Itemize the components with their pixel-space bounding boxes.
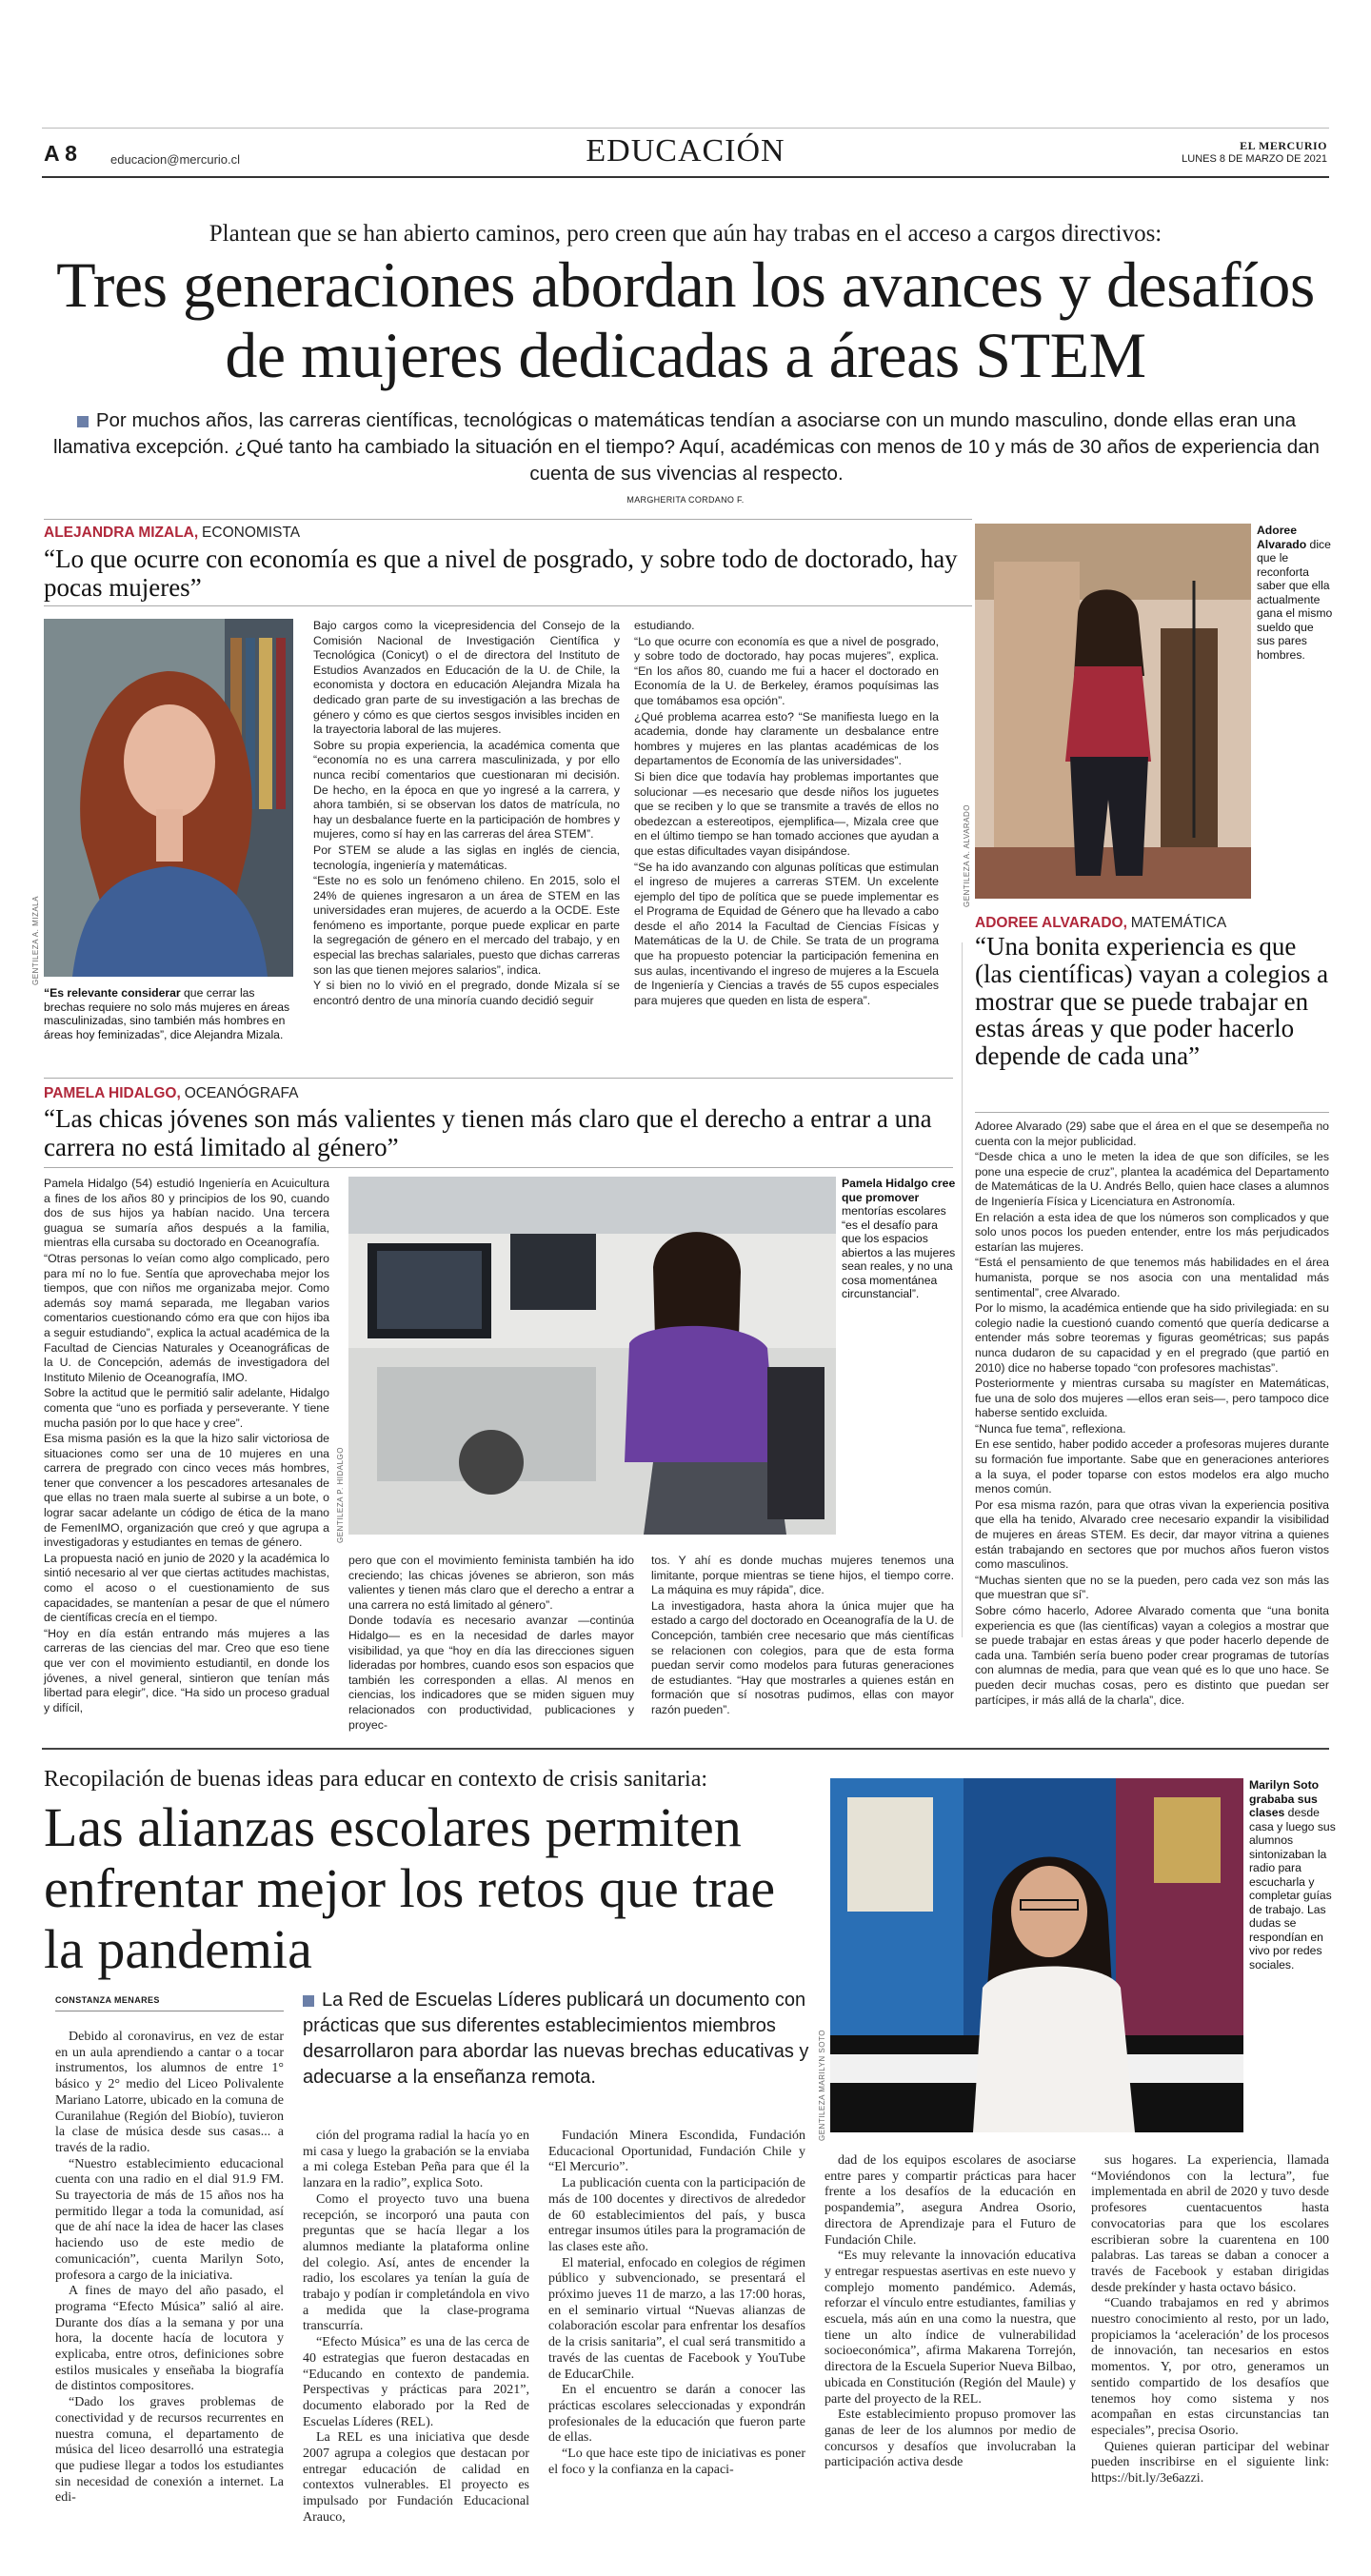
page-number: A 8: [44, 141, 77, 166]
article2-lead: [303, 1988, 817, 2091]
hidalgo-photo: [348, 1177, 836, 1535]
paragraph: “Este no es solo un fenómeno chileno. En 2015, solo el 24% de quienes ingresaron a un área de STEM en las universidades eran mujeres, de acuerdo a la OCDE. Este fenómeno es importante, porque puede explicar en parte la segregación de género en el mercado del trabajo, y en especial las brechas salariales, puesto que dichas carreras son las que tienen mejores salarios”, indica.: [313, 874, 620, 977]
paragraph: “Hoy en día están entrando más mujeres a las carreras de las ciencias del mar. Creo que eso tiene que ver con el movimiento estudiantil, en donde los jóvenes, a nivel general, sintieron que tenían más libertad para elegir”, dice. “Ha sido un proceso gradual y difícil,: [44, 1626, 329, 1714]
paragraph: Fundación Minera Escondida, Fundación Educacional Oportunidad, Fundación Chile y “El Mercurio”.: [548, 2129, 805, 2175]
alvarado-body: [975, 1120, 1329, 1709]
paragraph: estudiando.: [634, 619, 695, 632]
soto-caption-bold: Marilyn Soto grababa sus clases: [1249, 1778, 1320, 1819]
paragraph: “Nuestro establecimiento educacional cuenta con una radio en el dial 91.9 FM. Su trayectoria de más de 15 años nos ha permitido llegar a toda la comunidad, así que de ahí nace la idea de hacer las clases haciendo uso de este medio de comunicación”, cuenta Marilyn Soto, profesora a cargo de la iniciativa.: [55, 2156, 284, 2283]
paragraph: “Nunca fue tema”, reflexiona.: [975, 1421, 1126, 1436]
alvarado-caption-text: dice que le reconforta saber que ella actualmente gana el mismo sueldo que sus pares hombres.: [1257, 537, 1333, 662]
paragraph: La propuesta nació en junio de 2020 y la académica lo sintió necesario al ver que ciertas actitudes machistas, como el acoso o el cuestionamiento de sus capacidades, se mantenían a pesar de que el número de científicas crecía en el tiempo.: [44, 1551, 329, 1625]
paragraph: En el encuentro se darán a conocer las prácticas escolares seleccionadas y expondrán profesionales de la educación que fueron parte de ellas.: [548, 2383, 805, 2446]
paragraph: Por lo mismo, la académica entiende que ha sido privilegiada: en su colegio nadie la cuestionó cuando comentó que quería dedicarse a entender más sobre teoremas y figuras geométricas; sus papás nunca dudaron de su capacidad y en el pregrado (que partió en 2010) dice no haberse topado “con profesores machistas”.: [975, 1301, 1329, 1375]
paragraph: Bajo cargos como la vicepresidencia del Consejo de la Comisión Nacional de Investigación Científica y Tecnológica (Conicyt) o el de directora del Instituto de Estudios Avanzados en Educación de la U. de Chile, la economista y doctora en educación Alejandra Mizala ha dedicado gran parte de su investigación a las brechas de género y cómo es que ciertos sesgos invisibles inciden en la trayectoria laboral de las mujeres.: [313, 619, 620, 737]
alvarado-name: ADOREE ALVARADO,: [975, 915, 1127, 931]
paragraph: “Está el pensamiento de que tenemos más habilidades en el área humanista, porque se nos asocia con una mentalidad más sentimental”, cree Alvarado.: [975, 1256, 1329, 1299]
paragraph: El material, enfocado en colegios de régimen público y subvencionado, se presentará el próximo jueves 11 de marzo, a las 17:00 horas, en el seminario virtual “Nuevas alianzas de colaboración escolar para enfrentar los desafíos de la crisis sanitaria”, el cual será transmitido a través de las cuentas de Facebook y YouTube de EducarChile.: [548, 2255, 805, 2382]
paragraph: Esa misma pasión es la que la hizo salir victoriosa de situaciones como ser una de 10 mujeres en una carrera de pregrado con cinco veces más hombres, tener que convencer a los pescadores artesanales de que ellas no traen mala suerte al subirse a un bote, o lograr sacar adelante un código de ética de la mano de FemenIMO, organización que creó y que agrupa a investigadoras y estudiantes en temas de género.: [44, 1432, 329, 1550]
paragraph: Este establecimiento propuso promover las ganas de leer de los alumnos por medio de concursos y desafíos que involucraban la participación activa desde: [825, 2408, 1076, 2470]
alvarado-heading: [975, 915, 1226, 932]
paragraph: Pamela Hidalgo (54) estudió Ingeniería en Acuicultura a fines de los años 80 y principios de los 90, cuando dos de sus hijos ya habían nacido. Una tercera guagua se sumaría años después a la familia, mientras ella cursaba su doctorado en Oceanografía.: [44, 1177, 329, 1250]
paragraph: En ese sentido, haber podido acceder a profesoras mujeres durante su formación fue importante. Sabe que en generaciones anteriores a la suya, el poder toparse con estos modelos era algo mucho menos común.: [975, 1437, 1329, 1496]
mizala-caption: [44, 986, 293, 1041]
mizala-caption-text: que cerrar las brechas requiere no solo más mujeres en áreas masculinizadas, sino también más hombres en áreas hoy feminizadas”, dice Alejandra Mizala.: [44, 986, 290, 1041]
article2-kicker: Recopilación de buenas ideas para educar en contexto de crisis sanitaria:: [44, 1767, 708, 1792]
paragraph: Donde todavía es necesario avanzar —continúa Hidalgo— es en la necesidad de darles mayor visibilidad, ya que “hoy en día las direcciones siguen lideradas por hombres, cuando esos son espacios que también les corresponden a ellas. Al menos en ciencias, los indicadores que se miden siguen muy relacionados con productividad, publicaciones y proyec-: [348, 1614, 634, 1732]
paragraph: Posteriormente y mientras cursaba su magíster en Matemáticas, fue una de solo dos mujeres —ellos eran seis—, pero tampoco dice haberse sentido excluida.: [975, 1377, 1329, 1420]
paragraph: La publicación cuenta con la participación de más de 100 docentes y directivos de alrededor de 60 establecimientos del país, y busca entregar insumos útiles para la programación de las clases este año.: [548, 2176, 805, 2254]
alvarado-photo: [975, 524, 1251, 899]
paragraph: dad de los equipos escolares de asociarse entre pares y compartir prácticas para hacer frente a los desafíos de la educación en pospandemia”, asegura Andrea Osorio, directora de Aprendizaje para el Futuro de Fundación Chile.: [825, 2153, 1076, 2248]
hidalgo-role: OCEANÓGRAFA: [184, 1085, 299, 1101]
paragraph: “Lo que ocurre con economía es que a nivel de posgrado, y sobre todo de doctorado, hay pocas mujeres”, explica. “En los años 80, cuando me fui a hacer el doctorado en Economía de la U. de Berkeley, éramos poquísimas las que tomábamos esa opción”.: [634, 634, 939, 707]
mizala-photo-credit: GENTILEZA A. MIZALA: [31, 896, 40, 985]
alvarado-portrait-illustration: [975, 524, 1251, 899]
paragraph: Adoree Alvarado (29) sabe que el área en el que se desempeña no cuenta con la mejor publicidad.: [975, 1120, 1329, 1148]
lead-bullet: [77, 416, 89, 427]
mizala-body-col1: [313, 619, 620, 1009]
soto-portrait-illustration: [830, 1778, 1243, 2132]
hidalgo-name: PAMELA HIDALGO,: [44, 1085, 181, 1101]
paragraph: tos. Y ahí es donde muchas mujeres tenemos una limitante, porque mientras se tiene hijos, el tiempo corre. La máquina es muy rápida”, dice.: [651, 1554, 954, 1597]
paragraph: pero que con el movimiento feminista también ha ido creciendo; las chicas jóvenes se abrieron, son más valientes y tienen más claro que el derecho a entrar a una carrera no está limitado al género”.: [348, 1554, 634, 1612]
paragraph: “Desde chica a uno le meten la idea de que son difíciles, se les pone una especie de cruz”, plantea la académica del Departamento de Matemáticas de la U. Andrés Bello, quien hace clases a alumnos de Ingeniería Física y Licenciatura en Astronomía.: [975, 1150, 1329, 1208]
hidalgo-body-col2: [348, 1554, 634, 1734]
article2-body-col1: [55, 2030, 284, 2507]
article2-byline: CONSTANZA MENARES: [55, 1995, 160, 2005]
paragraph: Por STEM se alude a las siglas en inglés de ciencia, tecnología, ingeniería y matemáticas.: [313, 842, 620, 872]
paragraph: Sobre la actitud que le permitió salir adelante, Hidalgo comenta que “uno es porfiada y perseverante. Y tiene mucha pasión por lo que hace y cree”.: [44, 1386, 329, 1430]
hidalgo-photo-credit: GENTILEZA P. HIDALGO: [336, 1447, 345, 1543]
alvarado-caption-bold: Adoree Alvarado: [1257, 524, 1307, 551]
mizala-heading: [44, 525, 300, 542]
paragraph: La REL es una iniciativa que desde 2007 agrupa a colegios que destacan por entregar educación de calidad en contextos vulnerables. El proyecto es impulsado por Fundación Educacional Arauco,: [303, 2430, 529, 2525]
lead-bullet: [303, 1995, 314, 2007]
paragraph: Debido al coronavirus, en vez de estar en un aula aprendiendo a cantar o a tocar instrumentos, los alumnos de entre 1° básico y 2° medio del Liceo Polivalente Mariano Latorre, ubicado en la comuna de Curanilahue (Región del Biobío), tuvieron la clase de música desde sus casas... a través de la radio.: [55, 2030, 284, 2155]
hidalgo-heading: [44, 1085, 298, 1102]
paragraph: La investigadora, hasta ahora la única mujer que ha estado a cargo del doctorado en Oceanografía de la U. de Concepción, también cree necesario que más científicas se relacionen con colegios, para que de esta forma puedan servir como modelos para futuras generaciones de estudiantes. “Hay que mostrarles a quienes están en formación que sí nosotras pudimos, ellas con mayor razón pueden”.: [651, 1598, 954, 1716]
paragraph: “Dado los graves problemas de conectividad y de recursos recurrentes en nuestra comuna, el departamento de música del liceo desarrolló una estrategia que pudiese llegar a todos los estudiantes sin necesidad de conexión a internet. La edi-: [55, 2395, 284, 2506]
hidalgo-caption: [842, 1177, 956, 1301]
edition-date: LUNES 8 DE MARZO DE 2021: [1182, 153, 1327, 165]
article1-headline: Tres generaciones abordan los avances y desafíos de mujeres dedicadas a áreas STEM: [56, 248, 1315, 391]
paragraph: Sobre su propia experiencia, la académica comenta que “economía no es una carrera masculinizada, y por ello nunca recibí comentarios que cuestionaran mi decisión. De hecho, en la época en que yo ingresé a la carrera, y ahora también, si se observan los datos de matrícula, no hay un desbalance fuerte en la participación de hombres y mujeres, como sí hay en las carreras del área STEM”.: [313, 738, 620, 842]
hidalgo-quote: “Las chicas jóvenes son más valientes y tienen más claro que el derecho a entrar a una carrera no está limitado al género”: [44, 1104, 932, 1161]
article2-body-col2: [303, 2129, 529, 2526]
hidalgo-caption-bold: Pamela Hidalgo cree que promover: [842, 1177, 956, 1204]
mizala-quote: “Lo que ocurre con economía es que a nivel de posgrado, y sobre todo de doctorado, hay pocas mujeres”: [44, 545, 958, 602]
article2-body-col5: [1091, 2153, 1329, 2487]
alvarado-photo-credit: GENTILEZA A. ALVARADO: [963, 803, 971, 907]
paragraph: Si bien dice que todavía hay problemas importantes que solucionar —es necesario que desde niños los juguetes que se reciben y lo que se transmite a través de ellos no obedezcan a estereotipos, ejemplifica—, Mizala cree que en el último tiempo se han tomado acciones que ayudan a que estas dificultades vayan disipándose.: [634, 769, 939, 858]
article2-lead-text: La Red de Escuelas Líderes publicará un documento con prácticas que sus diferentes establecimientos miembros desarrollaron para abordar las nuevas brechas educativas y adecuarse a la enseñanza remota.: [303, 1990, 809, 2088]
section-email: educacion@mercurio.cl: [110, 152, 241, 167]
hidalgo-portrait-illustration: [348, 1177, 836, 1535]
article1-byline: MARGHERITA CORDANO F.: [626, 495, 745, 505]
article2-body-col3: [548, 2129, 805, 2478]
paragraph: A fines de mayo del año pasado, el programa “Efecto Música” salió al aire. Durante dos días a la semana y por una hora, la docente hacía de locutora y explicaba, entre otros, definiciones sobre estilos musicales y enseñaba la biografía de distintos compositores.: [55, 2284, 284, 2394]
alvarado-quote: “Una bonita experiencia es que (las científicas) vayan a colegios a mostrar que se puede trabajar en estas áreas y que poder hacerlo depende de cada una”: [975, 932, 1329, 1071]
article2-headline: Las alianzas escolares permiten enfrentar mejor los retos que trae la pandemia: [44, 1796, 776, 1980]
paragraph: Sobre cómo hacerlo, Adoree Alvarado comenta que “una bonita experiencia es que (las científicas) vayan a colegios a mostrar que se puede trabajar en estas áreas y que poder hacerlo depende de cada una. También sería bueno poder crear programas de tutorías con alumnas de media, para que vean qué es lo que uno hace. Se pueden decir muchas cosas, pero es distinto que puedan ser partícipes, ir más allá de la charla”, dice.: [975, 1604, 1329, 1707]
mizala-role: ECONOMISTA: [202, 525, 301, 541]
article1-lead-text: Por muchos años, las carreras científicas, tecnológicas o matemáticas tendían a asociarse con un mundo masculino, donde ellas eran una llamativa excepción. ¿Qué tanto ha cambiado la situación en el tiempo? Aquí, académicas con menos de 10 y más de 30 años de experiencia dan cuenta de sus vivencias al respecto.: [53, 409, 1320, 485]
paragraph: ¿Qué problema acarrea esto? “Se manifiesta luego en la academia, donde hay claramente un desbalance entre hombres y mujeres en las plantas académicas de los departamentos de Economía de las universidades”.: [634, 709, 939, 768]
newspaper-name: EL MERCURIO: [1240, 139, 1327, 152]
paragraph: Como el proyecto tuvo una buena recepción, se incorporó una pauta con preguntas que se hacía llegar a los alumnos mediante la plataforma online del colegio. Así, antes de encender la radio, los escolares ya tenían la guía de trabajo y podían ir completándola en vivo a medida que la clase-programa transcurría.: [303, 2191, 529, 2334]
paragraph: Por esa misma razón, para que otras vivan la experiencia positiva que ella ha tenido, Alvarado cree necesario expandir la visibilidad de mujeres en áreas STEM. Es decir, dar mayor vitrina a quienes están trabajando en sectores que por muchos años fueron vistos como masculinos.: [975, 1497, 1329, 1572]
hidalgo-body-col1: [44, 1177, 329, 1716]
article1-lead: [44, 407, 1329, 487]
mizala-portrait-illustration: [44, 619, 293, 977]
paragraph: “Lo que hace este tipo de iniciativas es poner el foco y la confianza en la capaci-: [548, 2447, 805, 2477]
paragraph: Quienes quieran participar del webinar pueden inscribirse en el siguiente link: https://bit.ly/3e6azzi.: [1091, 2439, 1329, 2487]
article1-kicker: Plantean que se han abierto caminos, pero creen que aún hay trabas en el acceso a cargos directivos:: [209, 221, 1162, 247]
section-title: EDUCACIÓN: [586, 133, 785, 168]
paragraph: “Se ha ido avanzando con algunas políticas que estimulan el ingreso de mujeres a carreras STEM. Un excelente ejemplo del tipo de política que se puede implementar es el Programa de Equidad de Género que ha llevado a cabo desde el año 2014 la Facultad de Ciencias Físicas y Matemáticas de la U. de Chile. Se trata de un programa que ha propuesto potenciar la participación femenina en sus aulas, incentivando el ingreso de mujeres a la Escuela de Ingeniería y Ciencias a través de 55 cupos especiales para mujeres que queden en lista de espera”.: [634, 860, 939, 1007]
paragraph: “Es muy relevante la innovación educativa y entregar respuestas asertivas en este nuevo y complejo momento pandémico. Además, reforzar el vínculo entre estudiantes, familias y escuela, más aún en una como la nuestra, que tiene un alto índice de vulnerabilidad socioeconómica”, afirma Makarena Torrejón, directora de la Escuela Superior Nueva Bilbao, ubicada en Constitución (Región del Maule) y parte del proyecto de la REL.: [825, 2249, 1076, 2407]
mizala-body-col2: [634, 619, 939, 1009]
mizala-photo: [44, 619, 293, 977]
mizala-name: ALEJANDRA MIZALA,: [44, 525, 199, 541]
paragraph: En relación a esta idea de que los números son complicados y que solo unos pocos los pueden entender, entre los más perjudicados estarían las mujeres.: [975, 1210, 1329, 1254]
mizala-caption-bold: “Es relevante considerar: [44, 986, 181, 1000]
hidalgo-caption-text: mentorías escolares “es el desafío para que los espacios abiertos a las mujeres sean reales, y no una cosa momentánea circunstancial”.: [842, 1204, 956, 1300]
soto-photo-credit: GENTILEZA MARILYN SOTO: [818, 2030, 826, 2141]
alvarado-caption: [1257, 524, 1333, 662]
paragraph: “Otras personas lo veían como algo complicado, pero para mí no lo fue. Sentía que aprovechaba mejor los tiempos, que con niños me organizaba mejor. Como además soy mamá separada, me llegaban varios comentarios cuestionando cómo era que con hijos iba a seguir estudiando”, explica la actual académica de la Facultad de Ciencias Naturales y Oceanográficas de la U. de Concepción, además de investigadora del Instituto Milenio de Oceanografía, IMO.: [44, 1251, 329, 1384]
soto-caption-text: desde casa y luego sus alumnos sintonizaban la radio para escucharla y completar guías de trabajo. Las dudas se respondían en vivo por redes sociales.: [1249, 1806, 1336, 1972]
article2-body-col4: [825, 2153, 1076, 2471]
paragraph: “Efecto Música” es una de las cerca de 40 estrategias que fueron destacadas en “Educando en contexto de pandemia. Perspectivas y prácticas para 2021”, documento elaborado por la Red de Escuelas Líderes (REL).: [303, 2335, 529, 2429]
paragraph: Y si bien no lo vivió en el pregrado, donde Mizala sí se encontró dentro de una minoría cuando decidió seguir: [313, 979, 620, 1007]
paragraph: ción del programa radial la hacía yo en mi casa y luego la grabación se la enviaba a mi colega Esteban Peña para que él la lanzara en la radio”, explica Soto.: [303, 2129, 529, 2191]
paragraph: sus hogares. La experiencia, llamada “Moviéndonos con la lectura”, fue implementada en abril de 2020 y tuvo desde profesores cuentacuentos hasta convocatorias para que los escolares escribieran sobre la cuarentena en 100 palabras. Las tareas se daban a conocer a través de Facebook y estaban dirigidas desde prekínder y hasta octavo básico.: [1091, 2153, 1329, 2295]
paragraph: “Cuando trabajamos en red y abrimos nuestro conocimiento al resto, por un lado, propiciamos la ‘aceleración’ de los procesos de innovación, tan necesarios en estos momentos. Y, por otro, generamos un sentido compartido de los desafíos que tenemos hoy como sistema y nos acompañan en estas circunstancias tan especiales”, precisa Osorio.: [1091, 2296, 1329, 2438]
soto-caption: [1249, 1778, 1337, 1972]
alvarado-role: MATEMÁTICA: [1130, 915, 1227, 931]
paragraph: “Muchas sienten que no se la pueden, pero cada vez son más las que muestran que sí”.: [975, 1573, 1329, 1602]
soto-photo: [830, 1778, 1243, 2132]
hidalgo-body-col3: [651, 1554, 954, 1719]
